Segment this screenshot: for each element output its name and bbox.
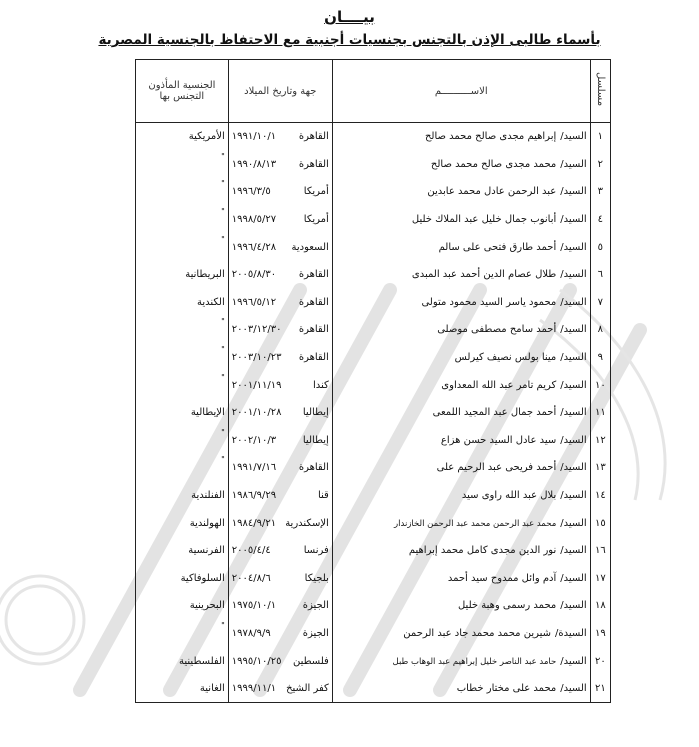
header-birth: جهة وتاريخ الميلاد: [228, 60, 332, 123]
row-birth-place: أمريكا: [303, 186, 329, 198]
row-serial: ١٢: [590, 427, 610, 455]
row-name: أحمد فريحى عبد الرحيم على: [436, 462, 557, 474]
row-birth-place: فرنسا: [303, 545, 329, 557]
row-name: أحمد طارق فتحى على سالم: [438, 241, 557, 253]
row-birth-cell: [228, 509, 332, 537]
row-birth-cell: [228, 454, 332, 482]
row-nationality: البريطانية: [136, 261, 229, 289]
row-serial: ١٠: [590, 371, 610, 399]
row-birth-cell: [228, 289, 332, 317]
row-birth-place: القاهرة: [298, 296, 329, 308]
row-name-cell: [332, 206, 590, 234]
row-serial: ٩: [590, 344, 610, 372]
row-birth-place: كفر الشيخ: [286, 683, 329, 695]
row-birth-date: ١٩٩١/١٠/١: [231, 131, 277, 143]
row-birth-place: أمريكا: [303, 214, 329, 226]
row-birth-place: إيطاليا: [302, 434, 329, 446]
row-serial: ٢٠: [590, 647, 610, 675]
row-name-cell: [332, 454, 590, 482]
table-row: [136, 178, 611, 206]
row-title: السيد/: [560, 490, 587, 502]
row-birth-place: إيطاليا: [302, 407, 329, 419]
row-birth-date: ١٩٧٨/٩/٩: [231, 627, 271, 639]
row-name: محمد رسمى وهبة خليل: [457, 600, 557, 612]
row-title: السيد/: [560, 655, 587, 667]
row-title: السيد/: [560, 517, 587, 529]
row-name: طلال عصام الدين أحمد عبد المبدى: [411, 269, 557, 281]
row-birth-place: كندا: [313, 379, 329, 391]
row-birth-cell: [228, 647, 332, 675]
row-birth-cell: [228, 482, 332, 510]
table-row: [136, 123, 611, 151]
row-name-cell: [332, 123, 590, 151]
row-serial: ١٧: [590, 565, 610, 593]
row-serial: ٢: [590, 151, 610, 179]
row-nationality: الفنلندية: [136, 482, 229, 510]
row-birth-place: القاهرة: [298, 131, 329, 143]
row-name: محمد مجدى صالح محمد صالح: [430, 158, 557, 170]
table-row: [136, 509, 611, 537]
row-nationality: [136, 206, 229, 234]
row-birth-cell: [228, 371, 332, 399]
header-serial: مسلسل: [590, 60, 610, 123]
row-title: السيد/: [560, 434, 587, 446]
row-name: محمد على مختار خطاب: [456, 683, 557, 695]
row-name-cell: [332, 399, 590, 427]
row-title: السيد/: [560, 324, 587, 336]
row-birth-date: ٢٠٠٥/٨/٣٠: [231, 269, 277, 281]
document-subtitle: بأسماء طالبى الإذن بالتجنس بجنسيات أجنبية مع الاحتفاظ بالجنسية المصرية: [98, 32, 601, 48]
row-name: أبانوب جمال خليل عبد الملاك خليل: [411, 214, 557, 226]
row-birth-cell: [228, 592, 332, 620]
row-nationality: البحرينية: [136, 592, 229, 620]
row-birth-cell: [228, 427, 332, 455]
row-birth-date: ١٩٩٦/٣/٥: [231, 186, 271, 198]
row-serial: ١٤: [590, 482, 610, 510]
row-birth-place: الإسكندرية: [285, 517, 329, 529]
row-name-cell: [332, 427, 590, 455]
row-birth-date: ١٩٩٥/١٠/٢٥: [231, 655, 282, 667]
table-row: [136, 371, 611, 399]
row-birth-cell: [228, 399, 332, 427]
document-title: بيــــان: [324, 8, 375, 26]
row-name: أحمد جمال عبد المجيد اللمعى: [432, 407, 557, 419]
row-birth-cell: [228, 178, 332, 206]
row-name-cell: [332, 647, 590, 675]
table-row: [136, 454, 611, 482]
table-row: [136, 620, 611, 648]
row-birth-date: ١٩٩٠/٨/١٣: [231, 158, 277, 170]
table-row: [136, 206, 611, 234]
row-serial: ١٥: [590, 509, 610, 537]
row-birth-date: ٢٠٠٢/١٠/٣: [231, 434, 277, 446]
row-serial: ١٣: [590, 454, 610, 482]
ditto-mark: ": [221, 372, 225, 382]
table-row: [136, 316, 611, 344]
row-nationality: الإيطالية: [136, 399, 229, 427]
row-birth-place: القاهرة: [298, 158, 329, 170]
row-nationality: السلوفاكية: [136, 565, 229, 593]
row-nationality: [136, 178, 229, 206]
row-title: السيد/: [560, 131, 587, 143]
row-birth-place: القاهرة: [298, 324, 329, 336]
row-nationality: [136, 316, 229, 344]
table-row: [136, 482, 611, 510]
ditto-mark: ": [221, 620, 225, 630]
row-title: السيد/: [560, 269, 587, 281]
row-birth-place: السعودية: [291, 241, 329, 253]
row-birth-cell: [228, 316, 332, 344]
row-birth-date: ١٩٨٤/٩/٢١: [231, 517, 277, 529]
row-birth-place: فلسطين: [292, 655, 329, 667]
row-serial: ٤: [590, 206, 610, 234]
row-nationality: الغانية: [136, 675, 229, 703]
row-serial: ١٨: [590, 592, 610, 620]
row-name: بلال عبد الله راوى سيد: [461, 490, 557, 502]
row-serial: ٣: [590, 178, 610, 206]
table-row: [136, 233, 611, 261]
row-name-cell: [332, 344, 590, 372]
ditto-mark: ": [221, 207, 225, 217]
row-title: السيد/: [560, 186, 587, 198]
row-name-cell: [332, 537, 590, 565]
row-name: محمود ياسر السيد محمود متولى: [421, 296, 557, 308]
table-row: [136, 399, 611, 427]
row-name: إبراهيم مجدى صالح محمد صالح: [424, 131, 557, 143]
table-row: [136, 592, 611, 620]
row-birth-date: ٢٠٠٣/١٢/٣٠: [231, 324, 282, 336]
row-name-cell: [332, 289, 590, 317]
row-nationality: [136, 151, 229, 179]
row-title: السيد/: [560, 600, 587, 612]
row-nationality: الهولندية: [136, 509, 229, 537]
row-nationality: [136, 427, 229, 455]
row-name-cell: [332, 565, 590, 593]
row-title: السيد/: [560, 379, 587, 391]
row-name: سيد عادل السيد حسن هزاع: [440, 434, 557, 446]
row-serial: ٥: [590, 233, 610, 261]
table-row: [136, 151, 611, 179]
table-row: [136, 537, 611, 565]
row-birth-cell: [228, 261, 332, 289]
row-serial: ٨: [590, 316, 610, 344]
table-row: [136, 427, 611, 455]
row-title: السيد/: [560, 296, 587, 308]
header-nationality: الجنسية المأذون التجنس بها: [136, 60, 229, 123]
ditto-mark: ": [221, 317, 225, 327]
table-row: [136, 289, 611, 317]
row-title: السيد/: [560, 545, 587, 557]
row-birth-place: القاهرة: [298, 352, 329, 364]
row-birth-date: ٢٠٠٣/١٠/٢٣: [231, 352, 282, 364]
row-birth-date: ٢٠٠١/١٠/٢٨: [231, 407, 282, 419]
row-serial: ١: [590, 123, 610, 151]
row-birth-date: ٢٠٠٥/٤/٤: [231, 545, 271, 557]
header-name: الاســــــــــم: [332, 60, 590, 123]
ditto-mark: ": [221, 179, 225, 189]
row-serial: ١٦: [590, 537, 610, 565]
row-name-cell: [332, 151, 590, 179]
row-name: محمد عبد الرحمن محمد عبد الرحمن الخازندار: [394, 518, 557, 529]
table-row: [136, 344, 611, 372]
row-birth-date: ١٩٩٨/٥/٢٧: [231, 214, 277, 226]
row-birth-place: قنا: [317, 490, 329, 502]
row-title: السيد/: [560, 214, 587, 226]
row-name-cell: [332, 316, 590, 344]
row-name-cell: [332, 261, 590, 289]
row-birth-date: ١٩٩٩/١١/١: [231, 683, 277, 695]
row-nationality: [136, 454, 229, 482]
row-name-cell: [332, 371, 590, 399]
row-nationality: [136, 233, 229, 261]
row-name: عبد الرحمن عادل محمد عابدين: [427, 186, 557, 198]
row-birth-place: القاهرة: [298, 269, 329, 281]
row-birth-place: بلجيكا: [304, 572, 329, 584]
row-serial: ١٩: [590, 620, 610, 648]
row-title: السيد/: [560, 572, 587, 584]
row-birth-date: ٢٠٠١/١١/١٩: [231, 379, 282, 391]
row-serial: ٧: [590, 289, 610, 317]
row-serial: ٦: [590, 261, 610, 289]
row-birth-date: ١٩٧٥/١٠/١: [231, 600, 277, 612]
row-nationality: [136, 371, 229, 399]
ditto-mark: ": [221, 455, 225, 465]
row-birth-date: ٢٠٠٤/٨/٦: [231, 572, 271, 584]
row-nationality: [136, 620, 229, 648]
row-name: كريم تامر عبد الله المعداوى: [441, 379, 557, 391]
row-serial: ٢١: [590, 675, 610, 703]
row-birth-cell: [228, 233, 332, 261]
ditto-mark: ": [221, 234, 225, 244]
row-birth-cell: [228, 151, 332, 179]
ditto-mark: ": [221, 427, 225, 437]
row-name-cell: [332, 509, 590, 537]
row-title: السيد/: [560, 462, 587, 474]
table-row: [136, 565, 611, 593]
row-title: السيد/: [560, 158, 587, 170]
row-birth-place: القاهرة: [298, 462, 329, 474]
table-header-row: [136, 60, 611, 123]
row-birth-date: ١٩٩٦/٥/١٢: [231, 296, 277, 308]
row-title: السيد/: [560, 352, 587, 364]
row-birth-cell: [228, 675, 332, 703]
row-birth-cell: [228, 123, 332, 151]
table-row: [136, 261, 611, 289]
row-name: مينا بولس نصيف كيرلس: [454, 352, 557, 364]
row-title: السيد/: [560, 683, 587, 695]
row-name-cell: [332, 620, 590, 648]
applicants-table: [135, 59, 611, 703]
ditto-mark: ": [221, 345, 225, 355]
row-nationality: [136, 344, 229, 372]
row-birth-cell: [228, 537, 332, 565]
row-name: آدم وائل ممدوح سيد أحمد: [447, 572, 557, 584]
table-row: [136, 647, 611, 675]
row-name-cell: [332, 592, 590, 620]
row-nationality: الأمريكية: [136, 123, 229, 151]
row-title: السيدة/: [555, 627, 587, 639]
row-birth-cell: [228, 620, 332, 648]
row-title: السيد/: [560, 407, 587, 419]
row-birth-cell: [228, 565, 332, 593]
ditto-mark: ": [221, 151, 225, 161]
row-name: شيرين محمد محمد جاد عبد الرحمن: [403, 627, 552, 639]
row-name-cell: [332, 233, 590, 261]
table-row: [136, 675, 611, 703]
row-birth-place: الجيزة: [302, 600, 329, 612]
row-name: حامد عبد الناصر خليل إبراهيم عبد الوهاب طبل: [392, 656, 557, 667]
row-nationality: الكندية: [136, 289, 229, 317]
row-serial: ١١: [590, 399, 610, 427]
row-name: أحمد سامح مصطفى موصلى: [437, 324, 557, 336]
row-nationality: الفلسطينية: [136, 647, 229, 675]
row-birth-cell: [228, 206, 332, 234]
row-title: السيد/: [560, 241, 587, 253]
row-birth-date: ١٩٩١/٧/١٦: [231, 462, 277, 474]
row-name-cell: [332, 482, 590, 510]
row-nationality: الفرنسية: [136, 537, 229, 565]
row-birth-place: الجيزة: [302, 627, 329, 639]
row-name-cell: [332, 178, 590, 206]
row-name: نور الدين مجدى كامل محمد إبراهيم: [408, 545, 557, 557]
row-birth-cell: [228, 344, 332, 372]
row-birth-date: ١٩٨٦/٩/٢٩: [231, 490, 277, 502]
row-name-cell: [332, 675, 590, 703]
row-birth-date: ١٩٩٦/٤/٢٨: [231, 241, 277, 253]
